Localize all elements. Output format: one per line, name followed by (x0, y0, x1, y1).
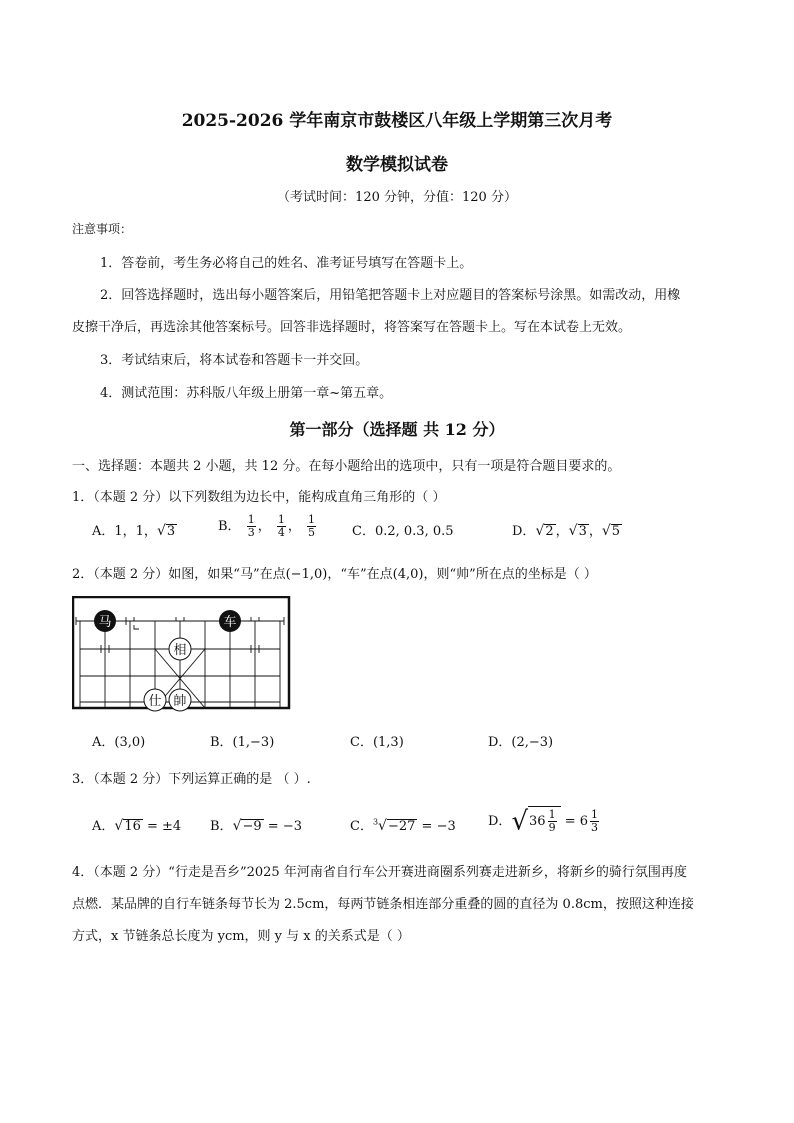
piece-label-ma: 马 (98, 615, 112, 630)
question-3-stem: 3．（本题 2 分）下列运算正确的是 （ ）. (72, 772, 311, 787)
exam-info: （考试时间：120 分钟，分值：120 分） (277, 190, 517, 205)
notice-item: 1．答卷前，考生务必将自己的姓名、准考证号填写在答题卡上。 (100, 256, 473, 271)
exam-subtitle: 数学模拟试卷 (346, 155, 448, 175)
q3-option-d: D．√36 $\frac{1}{9}$ = 6 $\frac{1}{3}$ (488, 806, 598, 837)
option-label: C． (352, 524, 375, 539)
piece-ma (94, 610, 116, 632)
option-value: 0.2, 0.3, 0.5 (374, 524, 454, 539)
piece-label-shuai: 帥 (173, 694, 187, 709)
option-label: D． (512, 524, 536, 539)
piece-shi (144, 689, 166, 711)
radicand: 3 (578, 524, 587, 539)
option-label: A．1，1， (92, 524, 157, 539)
notice-item: 4．测试范围：苏科版八年级上册第一章~第五章。 (100, 386, 393, 401)
fraction: $\frac{1}{4}$ (277, 513, 285, 539)
piece-label-shi: 仕 (148, 694, 162, 709)
notice-item: 3．考试结束后，将本试卷和答题卡一并交回。 (100, 353, 369, 368)
q2-option-a: A．(3,0) (92, 735, 146, 750)
q3-option-c: C．$^3$√−27 = −3 (350, 817, 456, 834)
section-intro: 一、选择题：本题共 2 小题，共 12 分。在每小题给出的选项中，只有一项是符合题目要求的。 (72, 459, 621, 474)
radicand: 3 (166, 524, 176, 539)
point-che: (4,0) (392, 567, 424, 582)
fraction: $\frac{1}{3}$ (247, 513, 255, 539)
q2-option-b: B．(1,−3) (210, 735, 275, 750)
fraction: $\frac{1}{3}$ (591, 808, 598, 834)
piece-label-xiang: 相 (173, 643, 187, 658)
cbrt-icon: √ (378, 818, 387, 834)
question-4-line: 点燃．某品牌的自行车链条每节长为 2.5cm，每两节链条相连部分重叠的圆的直径为 0.8cm，按照这种连接 (72, 897, 694, 912)
question-4-line: 4．（本题 2 分）“行走是吾乡”2025 年河南省自行车公开赛进商圈系列赛走进新乡，将新乡的骑行氛围再度 (72, 865, 687, 880)
chess-board-svg (72, 596, 294, 712)
q3-option-a: A．√16 = ±4 (92, 818, 182, 834)
q1-option-d: D．√2 ，√3 ，√5 (512, 523, 621, 539)
notice-item: 皮擦干净后，再选涂其他答案标号。回答非选择题时，将答案写在答题卡上。写在本试卷上无效。 (72, 320, 632, 335)
chess-board-figure (72, 596, 294, 716)
sqrt-icon: √ (114, 818, 124, 834)
q1-option-b: B． $\frac{1}{3}$ ， $\frac{1}{4}$ ， $\frac{1}{5}$ (218, 513, 315, 539)
piece-shuai (169, 689, 191, 711)
fraction: $\frac{1}{5}$ (307, 513, 315, 539)
fraction: $\frac{1}{9}$ (548, 808, 556, 834)
notice-heading: 注意事项： (72, 222, 133, 236)
q1-option-a (92, 520, 177, 539)
section-title: 第一部分（选择题 共 12 分） (289, 420, 505, 439)
piece-che (219, 610, 241, 632)
piece-label-che: 车 (223, 615, 237, 630)
q2-option-c: C．(1,3) (350, 735, 404, 750)
question-4-line: 方式，x 节链条总长度为 ycm，则 y 与 x 的关系式是（ ） (72, 929, 410, 944)
q3-option-b: B．√−9 = −3 (210, 818, 302, 834)
radicand: 5 (611, 524, 621, 539)
sqrt-icon: √ (601, 523, 611, 539)
sqrt-icon: √ (535, 523, 545, 539)
sqrt-icon: √ (568, 523, 578, 539)
sqrt-icon: √ (232, 818, 242, 834)
piece-xiang (169, 638, 191, 660)
question-1-stem: 1．（本题 2 分）以下列数组为边长中，能构成直角三角形的（ ） (72, 490, 446, 505)
q1-option-c (352, 520, 454, 539)
notice-item: 2．回答选择题时，选出每小题答案后，用铅笔把答题卡上对应题目的答案标号涂黑。如需改动，用橡 (100, 288, 681, 303)
question-2-stem: 2．（本题 2 分）如图，如果“马”在点(−1,0)，“车”在点(4,0)，则“帅”所在点的坐标是（ ） (72, 567, 597, 582)
point-ma: (−1,0) (285, 567, 328, 582)
radicand: 2 (545, 524, 554, 539)
exam-title: 2025-2026 学年南京市鼓楼区八年级上学期第三次月考 (181, 111, 613, 131)
q2-option-d: D．(2,−3) (488, 735, 554, 750)
option-label: B． (218, 519, 241, 534)
sqrt-icon: √ (511, 806, 529, 837)
sqrt-icon: √ (156, 523, 166, 539)
